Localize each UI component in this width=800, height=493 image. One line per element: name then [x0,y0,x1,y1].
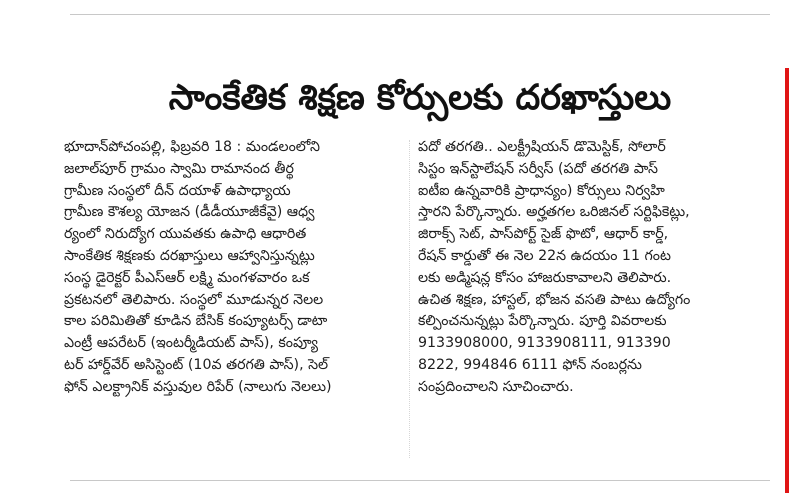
right-line-12: సంప్రదించాలని సూచించారు. [418,378,574,395]
column-divider [409,140,410,458]
right-line-5: జిరాక్స్‌ సెట్‌, పాస్‌పోర్ట్‌ సైజ్‌ ఫొటో, ఆధార్‌ కార్డ్‌, [418,226,669,243]
bottom-rule [70,480,770,481]
left-line-6: సాంకేతిక శిక్షణకు దరఖాస్తులు ఆహ్వానిస్తున్నట్లు [64,247,315,264]
left-line-7: సంస్థ డైరెక్టర్‌ పీఎస్‌ఆర్‌ లక్ష్మి మంగళవారం ఒక [64,269,310,286]
left-line-1: భూదాన్‌పోచంపల్లి, ఫిబ్రవరి 18 : మండలంలోని [64,139,320,155]
left-line-10: ఎంట్రీ ఆపరేటర్‌ (ఇంటర్మీడియట్‌ పాస్‌), కంప్యూ [64,335,319,352]
right-line-9: కల్పించనున్నట్లు పేర్కొన్నారు. పూర్తి వివరాలకు [418,313,667,330]
right-line-2: సిస్టం ఇన్‌స్టాలేషన్‌ సర్వీస్‌ (పదో తరగతి పాస్‌ [418,160,658,177]
article-column-left [64,137,404,399]
right-line-8: ఉచిత శిక్షణ, హాస్టల్‌, భోజన వసతి పాటు ఉద్యోగం [418,291,691,308]
right-line-4: స్తారని పేర్కొన్నారు. అర్హతగల ఒరిజినల్‌ సర్టిఫికెట్లు, [418,204,690,221]
left-line-5: ర్యంలో నిరుద్యోగ యువతకు ఉపాధి ఆధారిత [64,226,307,243]
left-line-12: ఫోన్‌ ఎలక్ట్రానిక్‌ వస్తువుల రిపేర్‌ (నాలుగు నెలలు) [64,378,332,395]
left-line-11: టర్‌ హార్డ్‌వేర్‌ అసిస్టెంట్‌ (10వ తరగతి పాస్‌), సెల్‌ [64,356,329,373]
left-line-3: గ్రామీణ సంస్థలో దీన్‌ దయాళ్‌ ఉపాధ్యాయ [64,182,291,199]
right-line-10: 9133908000, 9133908111, 913390 [418,335,671,352]
right-line-11: 8222, 994846 6111 ఫోన్‌ నంబర్లను [418,356,642,373]
right-line-6: రేషన్‌ కార్డుతో ఈ నెల 22న ఉదయం 11 గంట [418,247,671,264]
right-line-3: ఐటీఐ ఉన్నవారికి ప్రాధాన్యం) కోర్సులు నిర్వహి [418,182,665,199]
left-line-4: గ్రామీణ కౌశల్య యోజన (డీడీయూజీకేవై) ఆధ్వ [64,204,315,221]
left-line-8: ప్రకటనలో తెలిపారు. సంస్థలో మూడున్నర నెలల [64,291,324,308]
right-line-7: లకు అడ్మిషన్ల కోసం హాజరుకావాలని తెలిపారు. [418,269,672,286]
right-line-1: పదో తరగతి.. ఎలక్ట్రీషియన్‌ డొమెస్టిక్‌, సోలార్‌ [418,139,666,155]
left-line-2: జలాల్‌పూర్‌ గ్రామం స్వామి రామానంద తీర్థ [64,160,294,177]
red-page-border [785,68,789,493]
top-rule [70,14,770,15]
article-column-right [418,137,748,399]
left-line-9: కాల పరిమితితో కూడిన బేసిక్‌ కంప్యూటర్స్‌ డాటా [64,313,328,330]
article-headline: సాంకేతిక శిక్షణ కోర్సులకు దరఖాస్తులు [168,78,672,118]
